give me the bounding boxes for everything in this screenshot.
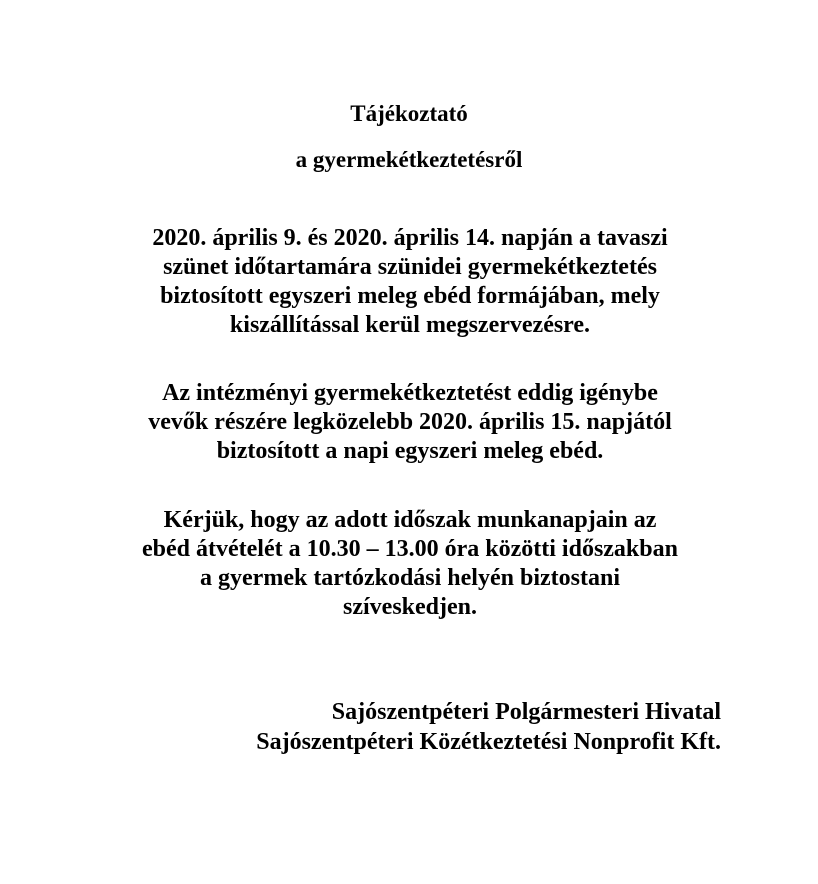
paragraph-pickup-request xyxy=(60,506,760,622)
document-title: Tájékoztató xyxy=(350,101,468,126)
text-line: Kérjük, hogy az adott időszak munkanapjain az xyxy=(163,507,657,533)
text-line: 2020. április 9. és 2020. április 14. napján a tavaszi xyxy=(152,225,668,251)
text-line: vevők részére legközelebb 2020. április 15. napjától xyxy=(148,409,672,435)
text-line: Az intézményi gyermekétkeztetést eddig igénybe xyxy=(162,380,658,406)
text-line: ebéd átvételét a 10.30 – 13.00 óra közötti időszakban xyxy=(142,536,678,562)
signature-line-catering-company: Sajószentpéteri Közétkeztetési Nonprofit Kft. xyxy=(256,729,721,755)
text-line: biztosított a napi egyszeri meleg ebéd. xyxy=(216,438,604,464)
paragraph-institutional-meals xyxy=(60,379,760,466)
signature-block xyxy=(60,697,721,757)
text-line: a gyermek tartózkodási helyén biztostani xyxy=(200,565,620,591)
text-line: biztosított egyszeri meleg ebéd formájában, mely xyxy=(160,283,660,309)
text-line: szíveskedjen. xyxy=(343,594,477,620)
paragraph-spring-break-meals xyxy=(60,224,760,340)
document-subtitle: a gyermekétkeztetésről xyxy=(295,147,523,172)
signature-line-mayors-office: Sajószentpéteri Polgármesteri Hivatal xyxy=(331,699,721,725)
text-line: kiszállítással kerül megszervezésre. xyxy=(229,312,591,338)
text-line: szünet időtartamára szünidei gyermekétkeztetés xyxy=(163,254,657,280)
